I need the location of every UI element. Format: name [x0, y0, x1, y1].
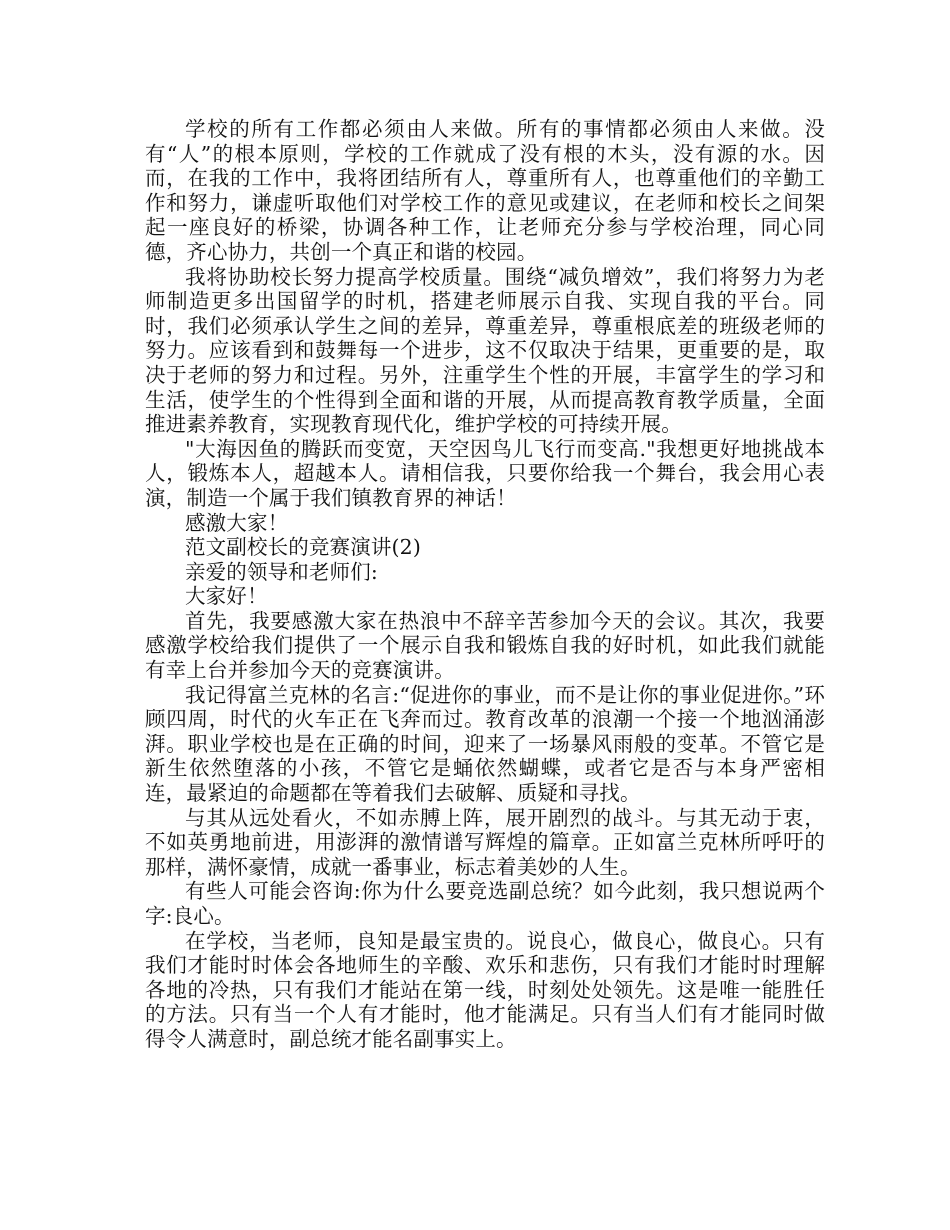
- paragraph-thanks: 感激大家！: [185, 510, 289, 535]
- paragraph-8: 首先，我要感激大家在热浪中不辞辛苦参加今天的会议。其次，我要感激学校给我们提供了一个展示自我和锻炼自我的好时机，如此我们就能有幸上台并参加今天的竞赛演讲。: [145, 608, 825, 683]
- paragraph-10: 与其从远处看火，不如赤膊上阵，展开剧烈的战斗。与其无动于衷，不如英勇地前进，用澎湃的激情谱写辉煌的篇章。正如富兰克林所呼吁的那样，满怀豪情，成就一番事业，标志着美妙的人生。: [145, 805, 825, 879]
- paragraph-9: 我记得富兰克林的名言:“促进你的事业，而不是让你的事业促进你。”环顾四周，时代的火车正在飞奔而过。教育改革的浪潮一个接一个地汹涌澎湃。职业学校也是在正确的时间，迎来了一场暴风雨般的变革。不管它是新生依然堕落的小孩，不管它是蛹依然蝴蝶，或者它是否与本身严密相连，最紧迫的命题都在等着我们去破解、质疑和寻找。: [145, 682, 825, 806]
- paragraph-3: "大海因鱼的腾跃而变宽，天空因鸟儿飞行而变高."我想更好地挑战本人，锻炼本人，超越本人。请相信我，只要你给我一个舞台，我会用心表演，制造一个属于我们镇教育界的神话！: [145, 436, 825, 510]
- document-body: [145, 117, 825, 1052]
- section-heading: 范文副校长的竞赛演讲(2): [185, 535, 421, 560]
- greeting: 大家好！: [185, 584, 268, 609]
- paragraph-2: 我将协助校长努力提高学校质量。围绕“减负增效”，我们将努力为老师制造更多出国留学的时机，搭建老师展示自我、实现自我的平台。同时，我们必须承认学生之间的差异，尊重差异，尊重根底差的班级老师的努力。应该看到和鼓舞每一个进步，这不仅取决于结果，更重要的是，取决于老师的努力和过程。另外，注重学生个性的开展，丰富学生的学习和生活，使学生的个性得到全面和谐的开展，从而提高教育教学质量，全面推进素养教育，实现教育现代化，维护学校的可持续开展。: [145, 264, 825, 437]
- paragraph-12: 在学校，当老师，良知是最宝贵的。说良心，做良心，做良心。只有我们才能时时体会各地师生的辛酸、欢乐和悲伤，只有我们才能时时理解各地的冷热，只有我们才能站在第一线，时刻处处领先。这是唯一能胜任的方法。只有当一个人有才能时，他才能满足。只有当人们有才能同时做得令人满意时，副总统才能名副事实上。: [145, 928, 825, 1051]
- paragraph-11: 有些人可能会咨询:你为什么要竞选副总统？如今此刻，我只想说两个字:良心。: [145, 879, 825, 928]
- salutation: 亲爱的领导和老师们:: [185, 559, 378, 584]
- paragraph-1: 学校的所有工作都必须由人来做。所有的事情都必须由人来做。没有“人”的根本原则，学校的工作就成了没有根的木头，没有源的水。因而，在我的工作中，我将团结所有人，尊重所有人，也尊重他们的辛勤工作和努力，谦虚听取他们对学校工作的意见或建议，在老师和校长之间架起一座良好的桥梁，协调各种工作，让老师充分参与学校治理，同心同德，齐心协力，共创一个真正和谐的校园。: [145, 117, 825, 264]
